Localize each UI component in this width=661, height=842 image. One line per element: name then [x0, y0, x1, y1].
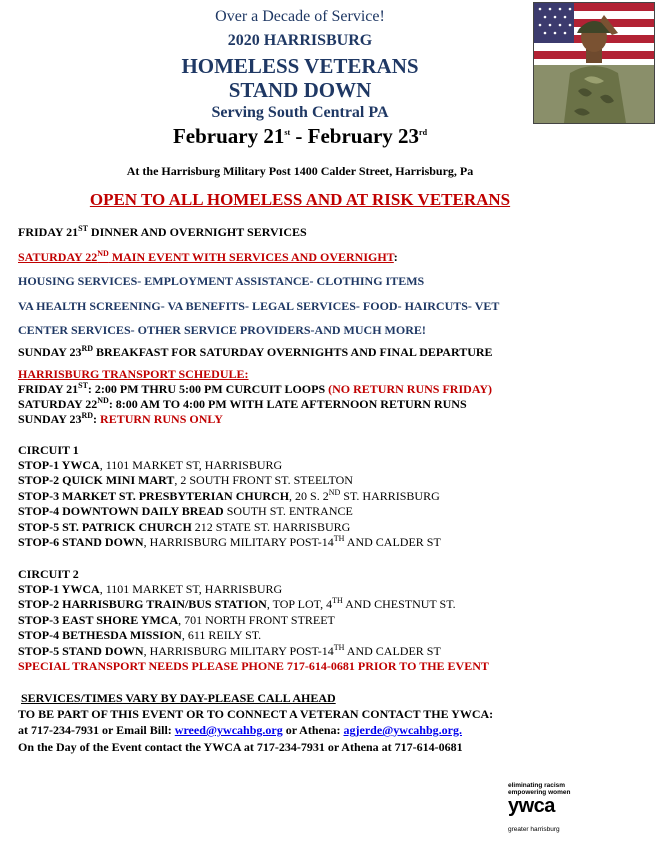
contact-line-1: TO BE PART OF THIS EVENT OR TO CONNECT A VETERAN CONTACT THE YWCA: [18, 707, 494, 721]
ywca-tagline-1: eliminating racism [508, 782, 566, 789]
contact-line-2: at 717-234-7931 or Email Bill: wreed@ywcahbg.org or Athena: agjerde@ywcahbg.org. [18, 723, 462, 737]
services-line-3: CENTER SERVICES- OTHER SERVICE PROVIDERS-AND MUCH MORE! [18, 323, 426, 337]
circuit-2-stop-5: STOP-5 STAND DOWN, HARRISBURG MILITARY POST-14TH AND CALDER ST [18, 643, 441, 658]
circuit-1-heading: CIRCUIT 1 [18, 443, 79, 457]
saturday-line: SATURDAY 22ND MAIN EVENT WITH SERVICES AND OVERNIGHT: [18, 249, 398, 264]
services-vary-note: SERVICES/TIMES VARY BY DAY-PLEASE CALL AHEAD [21, 691, 336, 705]
ywca-tagline-2: empowering women [508, 789, 571, 796]
transport-sunday: SUNDAY 23RD: RETURN RUNS ONLY [18, 411, 223, 426]
circuit-1-stop-6: STOP-6 STAND DOWN, HARRISBURG MILITARY POST-14TH AND CALDER ST [18, 534, 441, 549]
circuit-1-stop-4: STOP-4 DOWNTOWN DAILY BREAD SOUTH ST. ENTRANCE [18, 504, 353, 518]
transport-saturday: SATURDAY 22ND: 8:00 AM TO 4:00 PM WITH LATE AFTERNOON RETURN RUNS [18, 396, 467, 411]
circuit-2-stop-1: STOP-1 YWCA, 1101 MARKET ST, HARRISBURG [18, 582, 283, 596]
circuit-2-stop-4: STOP-4 BETHESDA MISSION, 611 REILY ST. [18, 628, 262, 642]
email-athena-link[interactable]: agjerde@ywcahbg.org. [343, 723, 462, 737]
ywca-subtitle: greater harrisburg [508, 826, 560, 833]
circuit-1-stop-3: STOP-3 MARKET ST. PRESBYTERIAN CHURCH, 20 S. 2ND ST. HARRISBURG [18, 488, 440, 503]
friday-line: FRIDAY 21ST DINNER AND OVERNIGHT SERVICES [18, 224, 307, 239]
circuit-2-heading: CIRCUIT 2 [18, 567, 79, 581]
region: Serving South Central PA [211, 104, 389, 121]
circuit-2-stop-3: STOP-3 EAST SHORE YMCA, 701 NORTH FRONT STREET [18, 613, 335, 627]
title-stand-down: STAND DOWN [228, 78, 372, 102]
circuit-1-stop-1: STOP-1 YWCA, 1101 MARKET ST, HARRISBURG [18, 458, 283, 472]
circuit-1-stop-2: STOP-2 QUICK MINI MART, 2 SOUTH FRONT ST. STEELTON [18, 473, 353, 487]
sunday-line: SUNDAY 23RD BREAKFAST FOR SATURDAY OVERNIGHTS AND FINAL DEPARTURE [18, 344, 493, 359]
contact-line-3: On the Day of the Event contact the YWCA at 717-234-7931 or Athena at 717-614-0681 [18, 740, 463, 754]
ywca-name: ywca [508, 795, 555, 817]
year-city: 2020 HARRISBURG [227, 32, 373, 49]
services-line-2: VA HEALTH SCREENING- VA BENEFITS- LEGAL SERVICES- FOOD- HAIRCUTS- VET [18, 299, 500, 313]
transport-heading: HARRISBURG TRANSPORT SCHEDULE: [18, 367, 249, 381]
soldier-flag-image [533, 2, 655, 124]
email-bill-link[interactable]: wreed@ywcahbg.org [174, 723, 283, 737]
open-banner: OPEN TO ALL HOMELESS AND AT RISK VETERANS [89, 190, 511, 209]
transport-friday: FRIDAY 21ST: 2:00 PM THRU 5:00 PM CURCUIT LOOPS (NO RETURN RUNS FRIDAY) [18, 381, 493, 396]
circuit-1-stop-5: STOP-5 ST. PATRICK CHURCH 212 STATE ST. HARRISBURG [18, 520, 351, 534]
special-transport-note: SPECIAL TRANSPORT NEEDS PLEASE PHONE 717-614-0681 PRIOR TO THE EVENT [18, 659, 489, 673]
circuit-2-stop-2: STOP-2 HARRISBURG TRAIN/BUS STATION, TOP LOT, 4TH AND CHESTNUT ST. [18, 596, 456, 611]
tagline: Over a Decade of Service! [215, 8, 385, 25]
title-homeless-veterans: HOMELESS VETERANS [181, 54, 419, 78]
ywca-logo [508, 782, 618, 840]
location: At the Harrisburg Military Post 1400 Calder Street, Harrisburg, Pa [126, 164, 474, 178]
services-line-1: HOUSING SERVICES- EMPLOYMENT ASSISTANCE- CLOTHING ITEMS [18, 274, 425, 288]
event-dates: February 21st - February 23rd [172, 124, 428, 148]
